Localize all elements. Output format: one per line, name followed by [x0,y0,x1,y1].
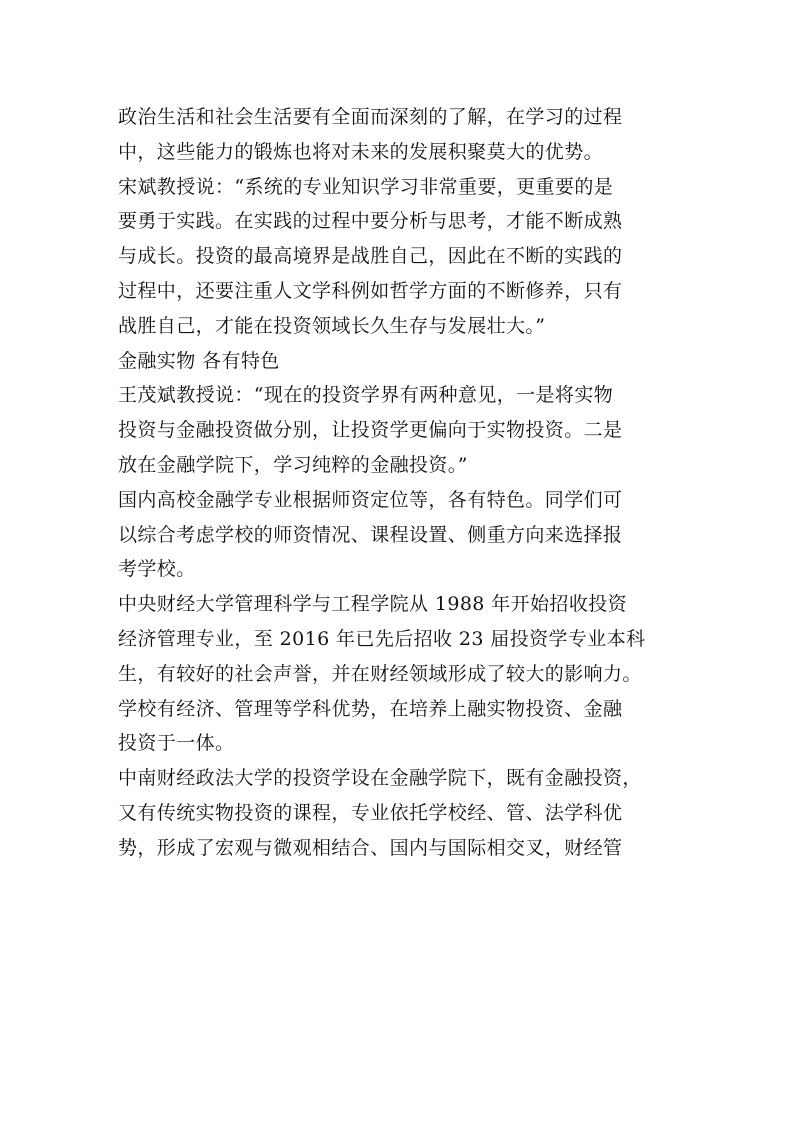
text-line: 战胜自己，才能在投资领域长久生存与发展壮大。” [118,314,546,337]
text-line: 中，这些能力的锻炼也将对未来的发展积聚莫大的优势。 [118,140,604,163]
text-line: 中央财经大学管理科学与工程学院从 1988 年开始招收投资 [118,593,628,616]
text-line: 投资与金融投资做分别，让投资学更偏向于实物投资。二是 [118,419,623,442]
text-line: 考学校。 [118,558,196,581]
document-body [118,100,678,866]
text-line: 生，有较好的社会声誉，并在财经领域形成了较大的影响力。 [118,662,642,685]
text-line: 放在金融学院下，学习纯粹的金融投资。” [118,453,468,476]
text-line: 以综合考虑学校的师资情况、课程设置、侧重方向来选择报 [118,523,623,546]
text-line: 势，形成了宏观与微观相结合、国内与国际相交叉，财经管 [118,836,623,859]
text-line: 经济管理专业，至 2016 年已先后招收 23 届投资学专业本科 [118,627,646,650]
text-line: 与成长。投资的最高境界是战胜自己，因此在不断的实践的 [118,245,623,268]
text-line: 要勇于实践。在实践的过程中要分析与思考，才能不断成熟 [118,210,623,233]
section-heading: 金融实物 各有特色 [118,349,280,372]
text-line: 宋斌教授说：“系统的专业知识学习非常重要，更重要的是 [118,175,614,198]
text-line: 王茂斌教授说：“现在的投资学界有两种意见，一是将实物 [118,384,614,407]
text-line: 投资于一体。 [118,732,235,755]
text-line: 过程中，还要注重人文学科例如哲学方面的不断修养，只有 [118,279,623,302]
text-line: 又有传统实物投资的课程，专业依托学校经、管、法学科优 [118,801,623,824]
text-line: 中南财经政法大学的投资学设在金融学院下，既有金融投资， [118,767,642,790]
text-line: 学校有经济、管理等学科优势，在培养上融实物投资、金融 [118,697,623,720]
text-line: 国内高校金融学专业根据师资定位等，各有特色。同学们可 [118,488,623,511]
text-line: 政治生活和社会生活要有全面而深刻的了解，在学习的过程 [118,106,623,128]
